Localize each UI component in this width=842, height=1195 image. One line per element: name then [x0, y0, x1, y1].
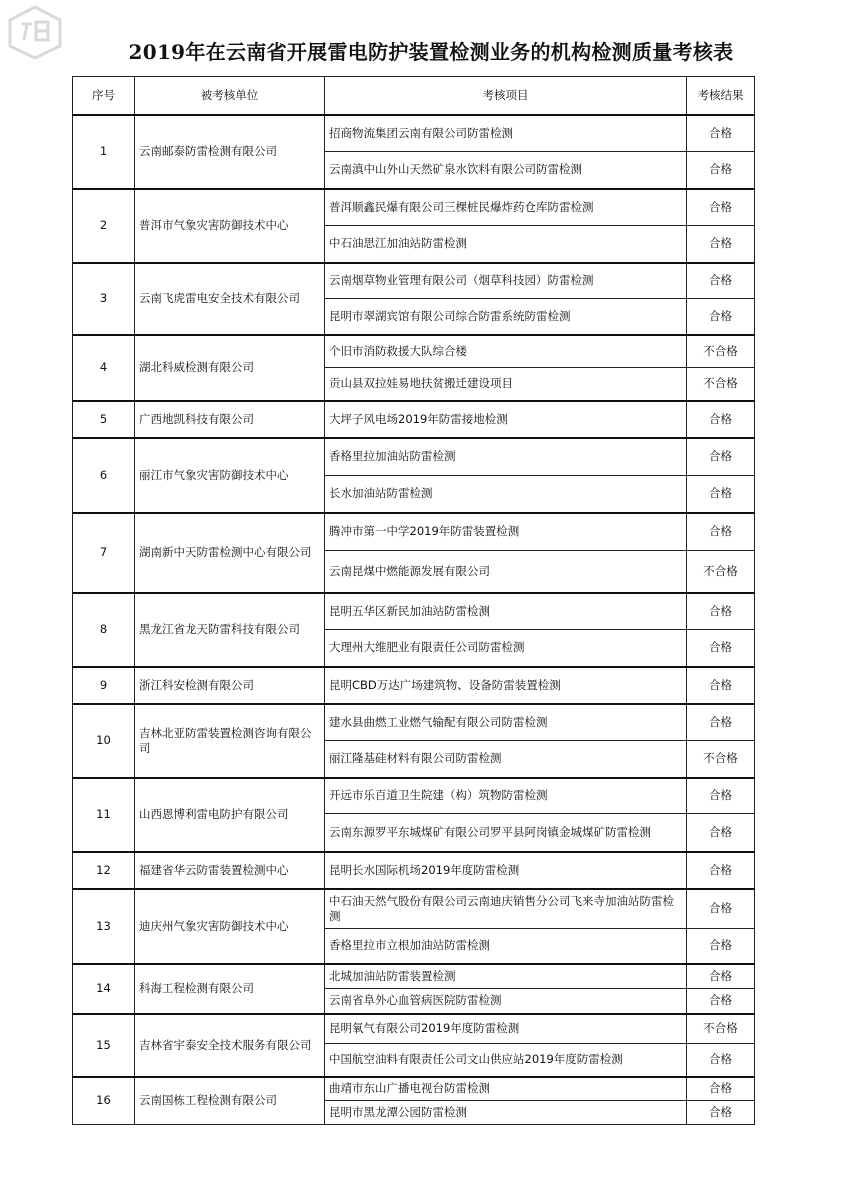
assessed-unit: 浙江科安检测有限公司 — [135, 667, 325, 704]
assessment-item: 腾冲市第一中学2019年防雷装置检测 — [325, 513, 687, 551]
assessment-item: 云南昆煤中燃能源发展有限公司 — [325, 551, 687, 593]
assessment-item: 云南烟草物业管理有限公司（烟草科技园）防雷检测 — [325, 263, 687, 299]
assessment-result: 合格 — [687, 814, 755, 852]
assessment-item: 中石油天然气股份有限公司云南迪庆销售分公司飞来寺加油站防雷检测 — [325, 889, 687, 929]
assessed-unit: 丽江市气象灾害防御技术中心 — [135, 438, 325, 513]
row-number: 1 — [73, 115, 135, 189]
assessment-result: 合格 — [687, 401, 755, 438]
table-row — [73, 1077, 755, 1101]
table-row — [73, 964, 755, 989]
row-number: 10 — [73, 704, 135, 778]
assessment-item: 云南滇中山外山天然矿泉水饮料有限公司防雷检测 — [325, 152, 687, 189]
assessment-result: 合格 — [687, 778, 755, 814]
assessment-result: 不合格 — [687, 741, 755, 778]
assessment-item: 个旧市消防救援大队综合楼 — [325, 335, 687, 368]
assessment-result: 合格 — [687, 189, 755, 226]
table-row — [73, 401, 755, 438]
header-item: 考核项目 — [325, 77, 687, 115]
assessment-item: 招商物流集团云南有限公司防雷检测 — [325, 115, 687, 152]
row-number: 13 — [73, 889, 135, 964]
assessment-result: 合格 — [687, 226, 755, 263]
header-result: 考核结果 — [687, 77, 755, 115]
assessment-item: 昆明CBD万达广场建筑物、设备防雷装置检测 — [325, 667, 687, 704]
table-row — [73, 263, 755, 299]
assessment-result: 合格 — [687, 1044, 755, 1077]
assessed-unit: 吉林省宇泰安全技术服务有限公司 — [135, 1014, 325, 1077]
table-row — [73, 335, 755, 368]
assessment-result: 合格 — [687, 630, 755, 667]
assessment-item: 昆明氧气有限公司2019年度防雷检测 — [325, 1014, 687, 1044]
assessment-result: 合格 — [687, 889, 755, 929]
table-row — [73, 189, 755, 226]
assessed-unit: 科海工程检测有限公司 — [135, 964, 325, 1014]
assessment-item: 大理州大维肥业有限责任公司防雷检测 — [325, 630, 687, 667]
table-row — [73, 593, 755, 630]
header-no: 序号 — [73, 77, 135, 115]
assessed-unit: 湖北科威检测有限公司 — [135, 335, 325, 401]
assessment-item: 昆明长水国际机场2019年度防雷检测 — [325, 852, 687, 889]
assessed-unit: 山西恩博利雷电防护有限公司 — [135, 778, 325, 852]
assessment-table — [72, 76, 755, 1125]
assessment-item: 开远市乐百道卫生院建（构）筑物防雷检测 — [325, 778, 687, 814]
assessment-result: 合格 — [687, 115, 755, 152]
assessment-item: 昆明市翠湖宾馆有限公司综合防雷系统防雷检测 — [325, 299, 687, 335]
assessment-item: 昆明五华区新民加油站防雷检测 — [325, 593, 687, 630]
row-number: 12 — [73, 852, 135, 889]
row-number: 3 — [73, 263, 135, 335]
assessed-unit: 黑龙江省龙天防雷科技有限公司 — [135, 593, 325, 667]
assessment-item: 云南省阜外心血管病医院防雷检测 — [325, 989, 687, 1014]
row-number: 8 — [73, 593, 135, 667]
table-body — [73, 115, 755, 1125]
assessed-unit: 湖南新中天防雷检测中心有限公司 — [135, 513, 325, 593]
assessment-result: 合格 — [687, 152, 755, 189]
assessment-result: 合格 — [687, 667, 755, 704]
assessed-unit: 普洱市气象灾害防御技术中心 — [135, 189, 325, 263]
assessment-item: 中石油思江加油站防雷检测 — [325, 226, 687, 263]
assessment-item: 贡山县双拉娃易地扶贫搬迁建设项目 — [325, 368, 687, 401]
assessed-unit: 云南飞虎雷电安全技术有限公司 — [135, 263, 325, 335]
table-row — [73, 778, 755, 814]
assessment-result: 合格 — [687, 929, 755, 964]
row-number: 14 — [73, 964, 135, 1014]
assessment-result: 合格 — [687, 852, 755, 889]
assessment-item: 大坪子风电场2019年防雷接地检测 — [325, 401, 687, 438]
table-row — [73, 889, 755, 929]
assessment-result: 合格 — [687, 299, 755, 335]
row-number: 6 — [73, 438, 135, 513]
assessment-result: 不合格 — [687, 1014, 755, 1044]
assessment-result: 合格 — [687, 263, 755, 299]
assessment-result: 合格 — [687, 476, 755, 513]
row-number: 7 — [73, 513, 135, 593]
assessment-result: 合格 — [687, 438, 755, 476]
assessment-result: 合格 — [687, 989, 755, 1014]
stamp-logo-icon — [6, 4, 64, 60]
table-header-row — [73, 77, 755, 115]
table-row — [73, 438, 755, 476]
row-number: 5 — [73, 401, 135, 438]
row-number: 4 — [73, 335, 135, 401]
assessment-item: 香格里拉市立根加油站防雷检测 — [325, 929, 687, 964]
assessment-item: 昆明市黑龙潭公园防雷检测 — [325, 1101, 687, 1125]
assessment-result: 不合格 — [687, 551, 755, 593]
assessment-item: 建水县曲燃工业燃气输配有限公司防雷检测 — [325, 704, 687, 741]
assessment-item: 云南东源罗平东城煤矿有限公司罗平县阿岗镇金城煤矿防雷检测 — [325, 814, 687, 852]
row-number: 9 — [73, 667, 135, 704]
table-row — [73, 513, 755, 551]
assessment-item: 香格里拉加油站防雷检测 — [325, 438, 687, 476]
table-row — [73, 667, 755, 704]
document-title: 2019年在云南省开展雷电防护装置检测业务的机构检测质量考核表 — [128, 40, 734, 64]
row-number: 15 — [73, 1014, 135, 1077]
assessment-result: 合格 — [687, 1101, 755, 1125]
assessed-unit: 云南国栋工程检测有限公司 — [135, 1077, 325, 1125]
assessment-item: 北城加油站防雷装置检测 — [325, 964, 687, 989]
assessment-item: 长水加油站防雷检测 — [325, 476, 687, 513]
table-row — [73, 1014, 755, 1044]
assessment-item: 普洱顺鑫民爆有限公司三棵桩民爆炸药仓库防雷检测 — [325, 189, 687, 226]
row-number: 16 — [73, 1077, 135, 1125]
assessment-item: 曲靖市东山广播电视台防雷检测 — [325, 1077, 687, 1101]
assessed-unit: 广西地凯科技有限公司 — [135, 401, 325, 438]
assessment-result: 合格 — [687, 513, 755, 551]
assessment-result: 不合格 — [687, 335, 755, 368]
header-unit: 被考核单位 — [135, 77, 325, 115]
table-row — [73, 704, 755, 741]
assessed-unit: 迪庆州气象灾害防御技术中心 — [135, 889, 325, 964]
assessment-result: 合格 — [687, 593, 755, 630]
assessment-result: 不合格 — [687, 368, 755, 401]
table-row — [73, 852, 755, 889]
assessed-unit: 云南邮泰防雷检测有限公司 — [135, 115, 325, 189]
assessment-item: 中国航空油料有限责任公司文山供应站2019年度防雷检测 — [325, 1044, 687, 1077]
table-row — [73, 115, 755, 152]
row-number: 11 — [73, 778, 135, 852]
assessed-unit: 吉林北亚防雷装置检测咨询有限公司 — [135, 704, 325, 778]
row-number: 2 — [73, 189, 135, 263]
assessed-unit: 福建省华云防雷装置检测中心 — [135, 852, 325, 889]
assessment-result: 合格 — [687, 964, 755, 989]
assessment-result: 合格 — [687, 704, 755, 741]
assessment-result: 合格 — [687, 1077, 755, 1101]
assessment-item: 丽江隆基硅材料有限公司防雷检测 — [325, 741, 687, 778]
